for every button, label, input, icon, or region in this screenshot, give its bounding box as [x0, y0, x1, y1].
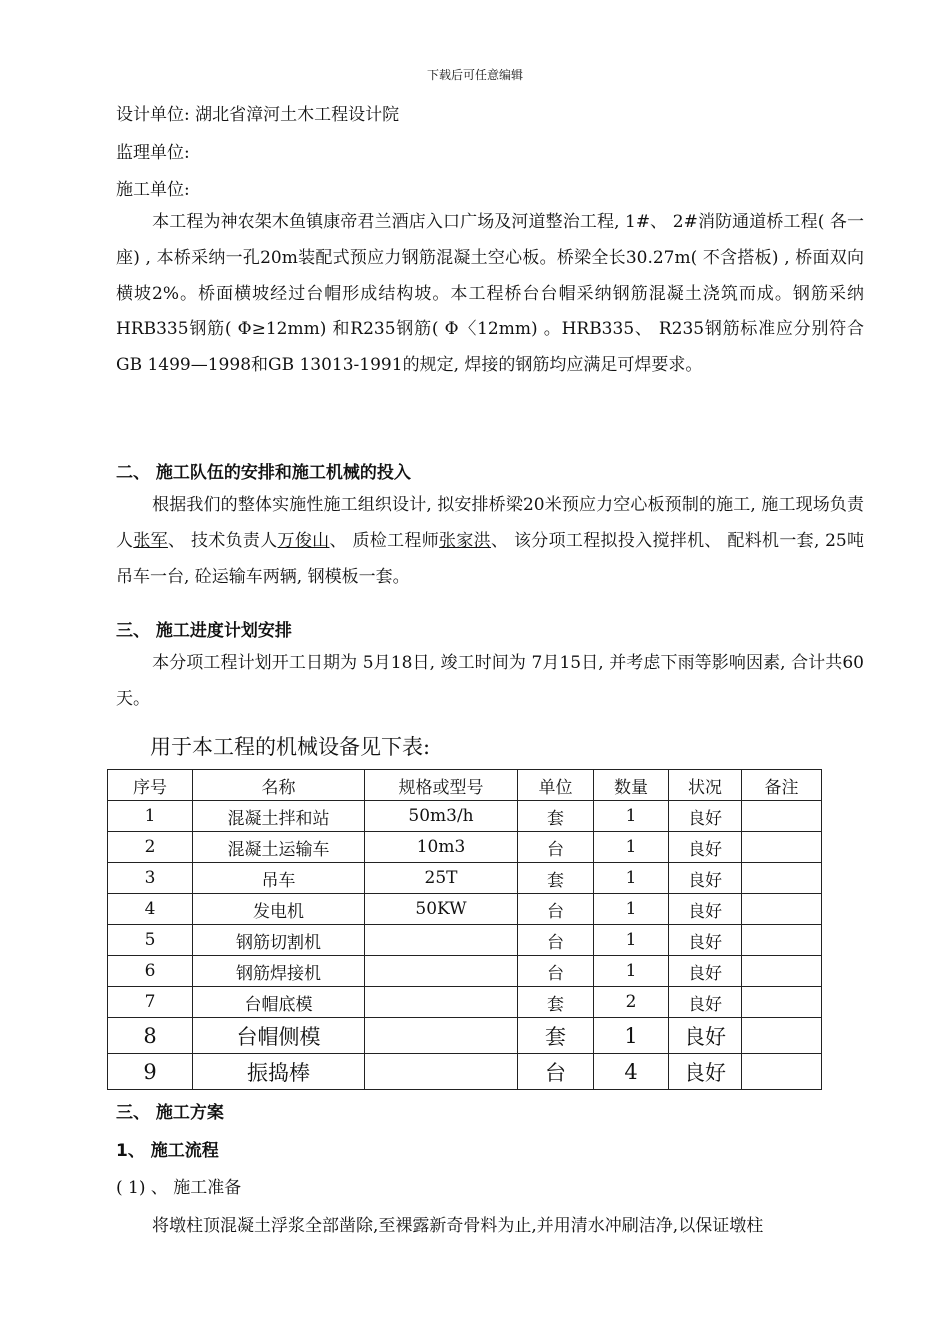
site-manager-name: 张军 [133, 530, 168, 551]
equipment-table [107, 769, 822, 1090]
table-cell: 良好 [669, 801, 742, 832]
table-cell: 8 [108, 1018, 193, 1054]
section3-paragraph [116, 646, 864, 718]
section3-text: 本分项工程计划开工日期为 5月18日, 竣工时间为 7月15日, 并考虑下雨等影响因素, 合计共60天。 [116, 653, 864, 709]
section2-text-4: 、 该分项工程拟投入搅拌机、 配料机一套, 25吨吊车一台, 砼运输车两辆, 钢模板一套。 [116, 530, 865, 587]
table-cell: 振捣棒 [193, 1054, 365, 1090]
table-cell: 1 [594, 1018, 669, 1054]
supervision-unit: 监理单位: [116, 143, 190, 163]
section3-title: 三、 施工进度计划安排 [116, 621, 292, 641]
table-row [108, 894, 822, 925]
table-cell [742, 801, 822, 832]
table-cell [365, 1054, 518, 1090]
overview-text: 本工程为神农架木鱼镇康帝君兰酒店入口广场及河道整治工程, 1#、 2#消防通道桥工程( 各一座) , 本桥采纳一孔20m装配式预应力钢筋混凝土空心板。桥梁全长30.27m( 不含搭板) , 桥面双向横坡2%。桥面横坡经过台帽形成结构坡。本工程桥台台帽采纳钢筋混凝土浇筑而成。钢筋采纳HRB335钢筋( Φ≥12mm) 和R235钢筋( Φ〈12mm) 。HRB335、 R235钢筋标准应分别符合GB 1499—1998和GB 13013-1991的规定, 焊接的钢筋均应满足可焊要求。 [116, 212, 864, 376]
table-cell: 1 [594, 832, 669, 863]
table-cell: 4 [108, 894, 193, 925]
table-cell: 台 [518, 956, 594, 987]
header-cell: 数量 [594, 770, 669, 801]
table-cell: 台帽侧模 [193, 1018, 365, 1054]
table-row [108, 863, 822, 894]
table-cell: 1 [108, 801, 193, 832]
table-cell: 良好 [669, 987, 742, 1018]
section2-text-3: 、 质检工程师 [329, 530, 440, 551]
tech-manager-name: 万俊山 [277, 530, 330, 551]
table-cell: 吊车 [193, 863, 365, 894]
section2-paragraph [116, 488, 864, 595]
table-cell: 套 [518, 987, 594, 1018]
table-cell: 台 [518, 832, 594, 863]
construction-unit: 施工单位: [116, 180, 190, 200]
table-row [108, 956, 822, 987]
table-cell: 50KW [365, 894, 518, 925]
table-cell: 良好 [669, 863, 742, 894]
section2-title: 二、 施工队伍的安排和施工机械的投入 [116, 463, 411, 483]
table-cell [742, 1054, 822, 1090]
sub-heading-preparation: ( 1) 、 施工准备 [116, 1178, 242, 1198]
table-cell: 混凝土拌和站 [193, 801, 365, 832]
table-cell: 1 [594, 801, 669, 832]
table-cell: 6 [108, 956, 193, 987]
table-cell: 套 [518, 1018, 594, 1054]
page-header: 下载后可任意编辑 [426, 68, 523, 82]
table-cell [742, 1018, 822, 1054]
table-cell: 7 [108, 987, 193, 1018]
header-cell: 备注 [742, 770, 822, 801]
table-caption: 用于本工程的机械设备见下表: [150, 735, 431, 759]
sub-heading-process: 1、 施工流程 [116, 1141, 219, 1161]
section4-text: 将墩柱顶混凝土浮浆全部凿除,至裸露新奇骨料为止,并用清水冲刷洁净,以保证墩柱 [152, 1216, 764, 1236]
table-cell: 良好 [669, 925, 742, 956]
table-cell: 1 [594, 956, 669, 987]
table-cell [742, 987, 822, 1018]
table-cell: 3 [108, 863, 193, 894]
table-cell: 良好 [669, 1018, 742, 1054]
table-row [108, 925, 822, 956]
table-row [108, 832, 822, 863]
table-cell: 台 [518, 1054, 594, 1090]
table-cell: 发电机 [193, 894, 365, 925]
table-cell: 1 [594, 894, 669, 925]
table-cell: 1 [594, 863, 669, 894]
table-row [108, 1018, 822, 1054]
table-cell: 台 [518, 925, 594, 956]
qc-engineer-name: 张家洪 [439, 530, 491, 551]
header-cell: 状况 [669, 770, 742, 801]
table-cell: 良好 [669, 956, 742, 987]
table-cell: 钢筋焊接机 [193, 956, 365, 987]
table-cell [742, 832, 822, 863]
section2-text-2: 、 技术负责人 [167, 530, 278, 551]
table-cell: 台 [518, 894, 594, 925]
table-cell: 50m3/h [365, 801, 518, 832]
table-cell [742, 925, 822, 956]
table-cell [365, 925, 518, 956]
table-cell: 良好 [669, 832, 742, 863]
table-cell: 混凝土运输车 [193, 832, 365, 863]
table-cell: 1 [594, 925, 669, 956]
table-cell: 5 [108, 925, 193, 956]
table-cell [365, 987, 518, 1018]
table-cell: 套 [518, 863, 594, 894]
overview-paragraph [116, 205, 864, 384]
table-cell: 10m3 [365, 832, 518, 863]
table-cell [742, 894, 822, 925]
table-cell: 台帽底模 [193, 987, 365, 1018]
header-cell: 单位 [518, 770, 594, 801]
table-cell: 良好 [669, 1054, 742, 1090]
table-row [108, 1054, 822, 1090]
table-cell: 4 [594, 1054, 669, 1090]
header-cell: 规格或型号 [365, 770, 518, 801]
table-cell: 2 [594, 987, 669, 1018]
table-cell: 2 [108, 832, 193, 863]
table-cell: 25T [365, 863, 518, 894]
header-cell: 名称 [193, 770, 365, 801]
table-cell: 9 [108, 1054, 193, 1090]
table-cell [742, 956, 822, 987]
table-cell: 钢筋切割机 [193, 925, 365, 956]
table-cell: 良好 [669, 894, 742, 925]
design-unit: 设计单位: 湖北省漳河土木工程设计院 [116, 105, 400, 125]
table-header-row [108, 770, 822, 801]
table-cell [742, 863, 822, 894]
table-cell: 套 [518, 801, 594, 832]
table-cell [365, 1018, 518, 1054]
header-cell: 序号 [108, 770, 193, 801]
section4-title: 三、 施工方案 [116, 1103, 224, 1123]
table-cell [365, 956, 518, 987]
section2-text-1: 根据我们的整体实施性施工组织设计, 拟安排桥梁20米预应力空心板预制的施工, 施工现场负责人 [116, 495, 864, 551]
table-row [108, 801, 822, 832]
table-row [108, 987, 822, 1018]
